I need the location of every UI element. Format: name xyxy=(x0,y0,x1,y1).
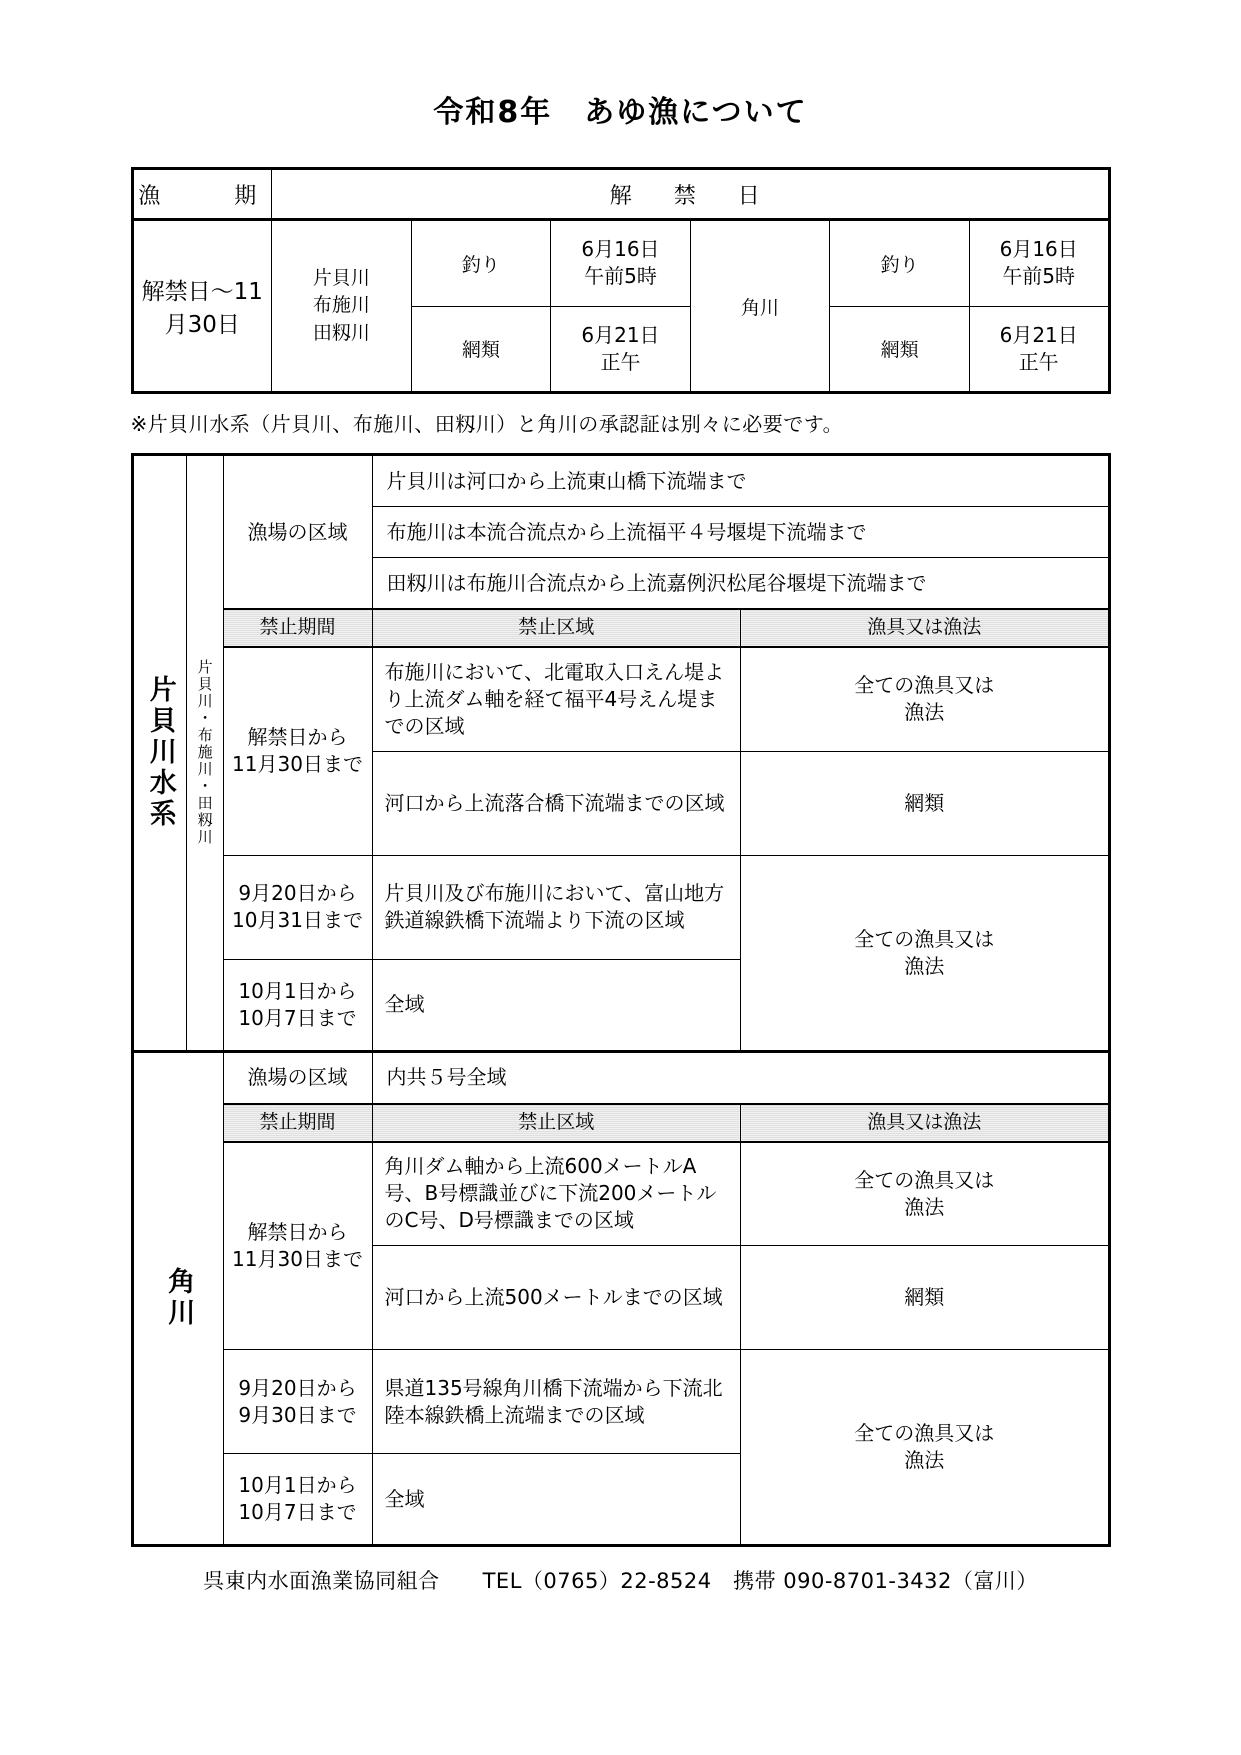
header-period: 漁 期 xyxy=(132,169,272,220)
gear-method-1-1 xyxy=(741,647,1110,751)
date-line-2: 正午 xyxy=(600,349,641,374)
page-title: 令和8年 あゆ漁について xyxy=(433,95,808,130)
period-line-2: 11月30日まで xyxy=(232,752,363,777)
date-kadokawa-fishing xyxy=(969,220,1109,307)
date-line-1: 6月16日 xyxy=(999,237,1078,262)
fishing-area-label-1: 漁場の区域 xyxy=(223,455,372,610)
header-open-date: 解 禁 日 xyxy=(272,169,1109,220)
section-rivers-katakaigawa xyxy=(186,455,223,1052)
fishing-area-1-2: 布施川は本流合流点から上流福平４号堰堤下流端まで xyxy=(372,507,1109,558)
gear-line-2: 漁法 xyxy=(904,700,945,725)
col-header-period-2: 禁止期間 xyxy=(223,1104,372,1142)
fishing-area-2-1: 内共５号全域 xyxy=(372,1051,1109,1104)
river-line-2: 布施川 xyxy=(312,294,370,317)
prohibited-zone-2-1: 角川ダム軸から上流600メートルA号、B号標識並びに下流200メートルのC号、D号標識までの区域 xyxy=(372,1142,741,1246)
gear-katakai-fishing: 釣り xyxy=(411,220,551,307)
section-name-katakaigawa-suikei xyxy=(132,455,186,1052)
season-table-container xyxy=(131,167,1111,394)
table-row xyxy=(132,455,1109,507)
period-line-1: 9月20日から xyxy=(238,1375,357,1400)
gear-method-2-1 xyxy=(741,1142,1110,1246)
period-line-2: 11月30日まで xyxy=(232,1246,363,1271)
fishing-area-1-3: 田籾川は布施川合流点から上流嘉例沢松尾谷堰堤下流端まで xyxy=(372,558,1109,610)
prohibited-zone-1-1: 布施川において、北電取入口えん堤より上流ダム軸を経て福平4号えん堤までの区域 xyxy=(372,647,741,751)
gear-method-1-3 xyxy=(741,855,1110,1051)
prohibited-period-2-4 xyxy=(223,1454,372,1546)
section-rivers-vertical-text: 片貝川・布施川・田籾川 xyxy=(195,659,214,847)
period-line-2: 10月7日まで xyxy=(238,1500,357,1524)
prohibited-period-2-3 xyxy=(223,1350,372,1454)
col-header-zone-2: 禁止区域 xyxy=(372,1104,741,1142)
section-name-kadokawa xyxy=(132,1051,223,1546)
season-table-header-row xyxy=(132,169,1109,220)
season-rivers-katakai xyxy=(272,220,412,393)
prohibited-period-1-1 xyxy=(223,647,372,855)
column-header-row-1 xyxy=(132,609,1109,647)
table-row xyxy=(132,1142,1109,1246)
col-header-period-1: 禁止期間 xyxy=(223,609,372,647)
prohibited-period-1-4 xyxy=(223,959,372,1051)
period-line-1: 解禁日から xyxy=(247,725,348,750)
section-name-vertical-text: 片貝川水系 xyxy=(144,675,176,831)
date-katakai-fishing xyxy=(551,220,691,307)
gear-method-1-2: 網類 xyxy=(741,751,1110,855)
col-header-zone-1: 禁止区域 xyxy=(372,609,741,647)
gear-line-1: 全ての漁具又は xyxy=(854,1421,995,1445)
period-line-2: 9月30日まで xyxy=(238,1402,357,1427)
prohibited-zone-2-2: 河口から上流500メートルまでの区域 xyxy=(372,1246,741,1350)
prohibited-zone-1-3: 片貝川及び布施川において、富山地方鉄道線鉄橋下流端より下流の区域 xyxy=(372,855,741,959)
period-line-1: 10月1日から xyxy=(238,1473,357,1497)
prohibited-zone-1-4: 全域 xyxy=(372,959,741,1051)
col-header-gear-2: 漁具又は漁法 xyxy=(741,1104,1110,1142)
season-river-kadokawa: 角川 xyxy=(690,220,830,393)
gear-line-1: 全ての漁具又は xyxy=(854,673,995,698)
prohibited-zone-2-4: 全域 xyxy=(372,1454,741,1546)
date-line-2: 正午 xyxy=(1018,349,1059,374)
date-line-1: 6月16日 xyxy=(581,237,660,262)
season-period-value: 解禁日～11月30日 xyxy=(132,220,272,393)
permit-note: ※片貝川水系（片貝川、布施川、田籾川）と角川の承認証は別々に必要です。 xyxy=(130,412,844,436)
fishing-area-1-1: 片貝川は河口から上流東山橋下流端まで xyxy=(372,455,1109,507)
date-kadokawa-net xyxy=(969,306,1109,393)
river-line-1: 片貝川 xyxy=(312,266,370,289)
table-row xyxy=(132,647,1109,751)
date-katakai-net xyxy=(551,306,691,393)
regulations-table xyxy=(131,453,1111,1547)
prohibited-zone-1-2: 河口から上流落合橋下流端までの区域 xyxy=(372,751,741,855)
prohibited-period-2-1 xyxy=(223,1142,372,1350)
column-header-row-2 xyxy=(132,1104,1109,1142)
season-table xyxy=(131,167,1111,394)
season-row-fishing xyxy=(132,220,1109,307)
section-name-vertical-text: 角川 xyxy=(163,1267,195,1330)
gear-line-2: 漁法 xyxy=(904,1194,945,1219)
prohibited-period-1-3 xyxy=(223,855,372,959)
gear-method-2-3 xyxy=(741,1350,1110,1546)
gear-line-2: 漁法 xyxy=(904,1448,945,1472)
table-row xyxy=(132,855,1109,959)
gear-kadokawa-net: 網類 xyxy=(830,306,970,393)
contact-footer: 呉東内水面漁業協同組合 TEL（0765）22-8524 携帯 090-8701-3432（富川） xyxy=(203,1569,1038,1593)
date-line-1: 6月21日 xyxy=(581,322,660,347)
table-row xyxy=(132,1350,1109,1454)
col-header-gear-1: 漁具又は漁法 xyxy=(741,609,1110,647)
period-line-1: 解禁日から xyxy=(247,1219,348,1244)
gear-katakai-net: 網類 xyxy=(411,306,551,393)
regulations-table-container xyxy=(131,453,1111,1547)
period-line-2: 10月7日まで xyxy=(238,1005,357,1030)
period-line-2: 10月31日まで xyxy=(232,908,363,932)
date-line-2: 午前5時 xyxy=(584,264,657,289)
date-line-2: 午前5時 xyxy=(1002,264,1076,289)
period-line-1: 9月20日から xyxy=(238,881,357,905)
gear-line-1: 全ての漁具又は xyxy=(854,926,995,951)
gear-method-2-2: 網類 xyxy=(741,1246,1110,1350)
river-line-3: 田籾川 xyxy=(312,321,370,344)
prohibited-zone-2-3: 県道135号線角川橋下流端から下流北陸本線鉄橋上流端までの区域 xyxy=(372,1350,741,1454)
gear-kadokawa-fishing: 釣り xyxy=(830,220,970,307)
period-line-1: 10月1日から xyxy=(238,978,357,1003)
date-line-1: 6月21日 xyxy=(999,322,1078,347)
gear-line-2: 漁法 xyxy=(904,953,945,978)
table-row xyxy=(132,1051,1109,1104)
gear-line-1: 全ての漁具又は xyxy=(854,1167,995,1192)
fishing-area-label-2: 漁場の区域 xyxy=(223,1051,372,1104)
